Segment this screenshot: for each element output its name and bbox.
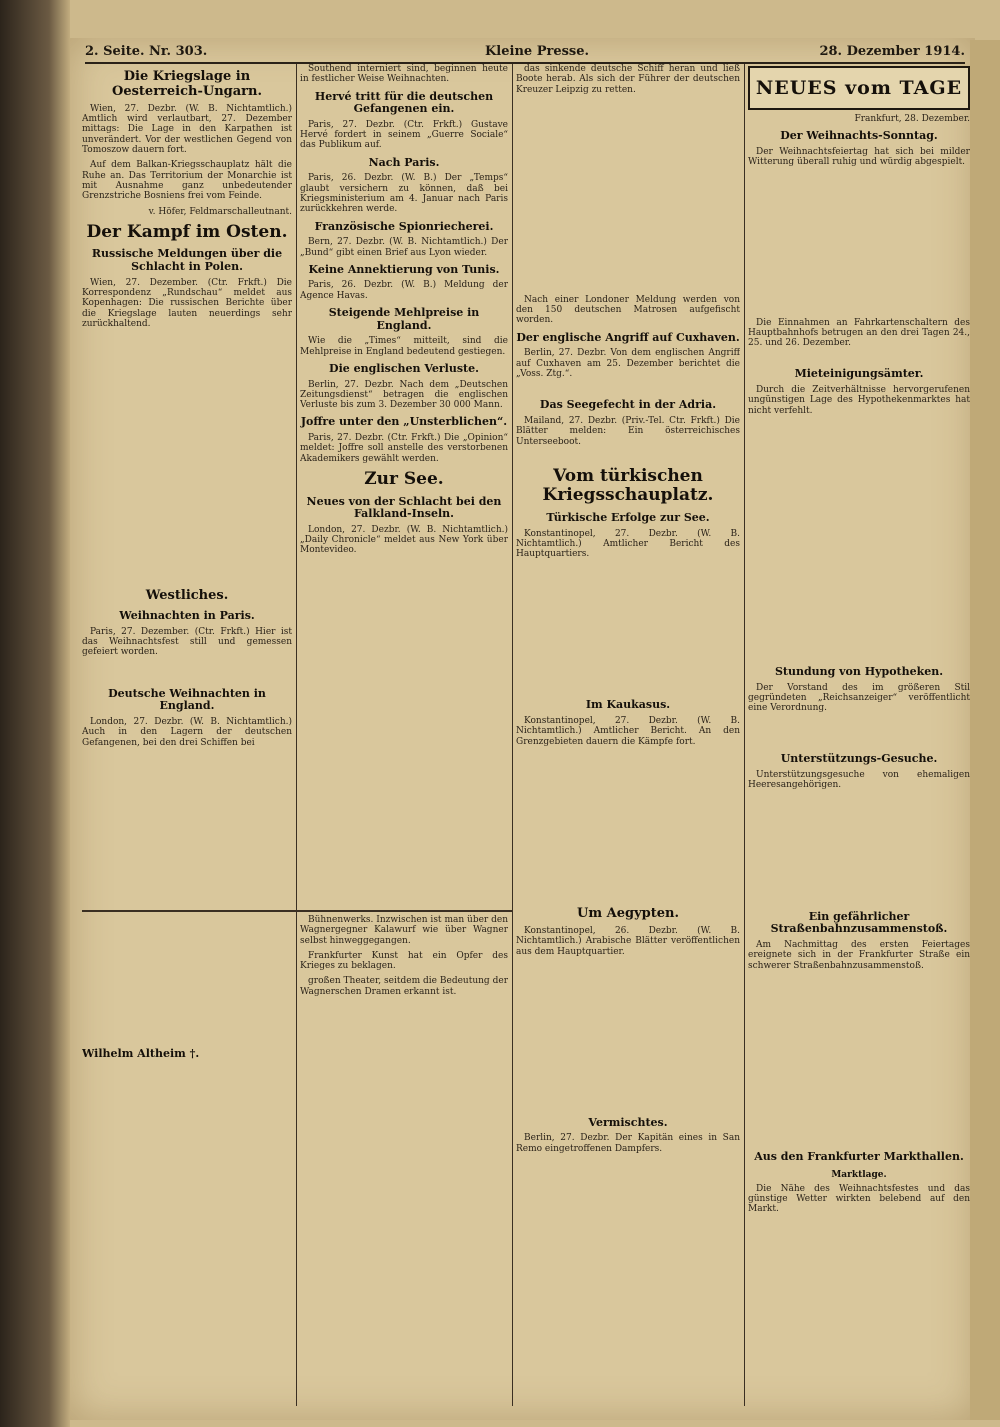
article-text: Auf dem Balkan-Kriegsschauplatz hält die Ruhe an. Das Territorium der Monarchie ist mit Ausnahme ganz unbedeutender Grenzstriche Bosniens frei vom Feinde.	[82, 160, 292, 202]
column-rule	[744, 64, 745, 1406]
article-text: Paris, 27. Dezbr. (Ctr. Frkft.) Gustave Hervé fordert in seinem „Guerre Sociale“ das Publikum auf.	[300, 119, 508, 151]
article-text: Wie die „Times“ mitteilt, sind die Mehlpreise in England bedeutend gestiegen.	[300, 336, 508, 357]
issue-date: 28. Dezember 1914.	[819, 44, 965, 59]
article-heading: Die Kriegslage in Oesterreich-Ungarn.	[112, 69, 262, 99]
article-heading: Türkische Erfolge zur See.	[546, 510, 710, 524]
article-heading: Russische Meldungen über die Schlacht in Polen.	[91, 247, 283, 274]
article-text: Wien, 27. Dezbr. (W. B. Nichtamtlich.) Amtlich wird verlautbart, 27. Dezember mittags: Die Lage in den Karpathen ist unverändert. Vor der westlichen Gegend von Tomoszow dauern fort.	[82, 103, 292, 156]
column-rule	[296, 64, 297, 1406]
article-heading: Aus den Frankfurter Markthallen.	[754, 1149, 964, 1163]
article-heading: Keine Annektierung von Tunis.	[308, 262, 500, 276]
page-header	[85, 44, 965, 64]
article-heading: Das Seegefecht in der Adria.	[539, 398, 717, 412]
article-heading: Neues von der Schlacht bei den Falkland-Inseln.	[306, 494, 502, 521]
article-text: Die Einnahmen an Fahrkartenschaltern des Hauptbahnhofs betrugen an den drei Tagen 24., 25. und 26. Dezember.	[748, 317, 970, 349]
adjacent-page-edge	[970, 40, 1000, 1420]
article-text: Berlin, 27. Dezbr. Nach dem „Deutschen Zeitungsdienst“ betragen die englischen Verluste bis zum 3. Dezember 30 000 Mann.	[300, 379, 508, 411]
article-heading: Um Aegypten.	[577, 906, 679, 921]
article-text: Nach einer Londoner Meldung werden von den 150 deutschen Matrosen aufgefischt worden.	[516, 294, 740, 326]
dateline: Frankfurt, 28. Dezember.	[854, 114, 970, 124]
article-heading: Der Weihnachts-Sonntag.	[780, 129, 938, 143]
section-heading: Zur See.	[364, 469, 444, 489]
article-heading: Der englische Angriff auf Cuxhaven.	[516, 330, 740, 344]
binding-edge	[0, 0, 70, 1427]
article-heading: Unterstützungs-Gesuche.	[780, 752, 938, 766]
article-text: Wien, 27. Dezember. (Ctr. Frkft.) Die Korrespondenz „Rundschau“ meldet aus Kopenhagen: Die russischen Berichte über die Kriegslage lauten neuerdings sehr zurückhaltend.	[82, 277, 292, 329]
article-text: Paris, 27. Dezbr. (Ctr. Frkft.) Die „Opinion“ meldet: Joffre soll anstelle des verstorbenen Akademikers gewählt werden.	[300, 433, 508, 464]
column-3	[516, 64, 740, 1406]
article-heading: Joffre unter den „Unsterblichen“.	[300, 415, 508, 429]
feuilleton-text: großen Theater, seitdem die Bedeutung der Wagnerschen Dramen erkannt ist.	[300, 976, 508, 997]
article-heading: Weihnachten in Paris.	[119, 609, 255, 623]
section-heading: Vom türkischen Kriegsschauplatz.	[542, 465, 714, 506]
article-text: London, 27. Dezbr. (W. B. Nichtamtlich.) Auch in den Lagern der deutschen Gefangenen, bei den drei Schiffen bei	[82, 716, 292, 748]
article-text: Paris, 26. Dezbr. (W. B.) Der „Temps“ glaubt versichern zu können, daß bei Kriegsministerium am 4. Januar nach Paris zurückkehren werde.	[300, 173, 508, 215]
article-subheading: Marktlage.	[831, 1169, 887, 1180]
article-heading: Vermischtes.	[588, 1115, 668, 1129]
article-signature: v. Höfer, Feldmarschalleutnant.	[148, 206, 292, 217]
section-heading: Der Kampf im Osten.	[86, 221, 288, 242]
article-text: Der Weihnachtsfeiertag hat sich bei milder Witterung überall ruhig und würdig abgespielt.	[748, 146, 970, 168]
article-text: Berlin, 27. Dezbr. Der Kapitän eines in San Remo eingetroffenen Dampfers.	[516, 1133, 740, 1154]
feuilleton-text: Bühnenwerks. Inzwischen ist man über den Wagnergegner Kalawurf wie über Wagner selbst hinweggegangen.	[300, 915, 508, 946]
article-text: Die Nähe des Weihnachtsfestes und das günstige Wetter wirkten belebend auf den Markt.	[748, 1183, 970, 1215]
article-text: London, 27. Dezbr. (W. B. Nichtamtlich.) „Daily Chronicle“ meldet aus New York über Montevideo.	[300, 524, 508, 556]
section-logo: NEUES vom TAGE	[748, 66, 970, 110]
feuilleton	[300, 915, 508, 1405]
publication-name: Kleine Presse.	[485, 44, 590, 59]
article-heading: Französische Spionriecherei.	[314, 219, 494, 233]
article-heading: Im Kaukasus.	[585, 698, 671, 712]
article-heading: Stundung von Hypotheken.	[774, 664, 944, 678]
article-text: Paris, 27. Dezember. (Ctr. Frkft.) Hier ist das Weihnachtsfest still und gemessen gefeiert worden.	[82, 626, 292, 658]
column-4	[748, 64, 970, 1406]
article-text: Berlin, 27. Dezbr. Von dem englischen Angriff auf Cuxhaven am 25. Dezember berichtet die „Voss. Ztg.“.	[516, 348, 740, 380]
page-number: 2. Seite. Nr. 303.	[85, 44, 208, 59]
article-text: Konstantinopel, 27. Dezbr. (W. B. Nichtamtlich.) Amtlicher Bericht des Hauptquartiers.	[516, 528, 740, 560]
column-2	[300, 64, 508, 909]
article-text: das sinkende deutsche Schiff heran und ließ Boote herab. Als sich der Führer der deutschen Kreuzer Leipzig zu retten.	[516, 64, 740, 95]
article-text: Mailand, 27. Dezbr. (Priv.-Tel. Ctr. Frkft.) Die Blätter melden: Ein österreichisches Unterseeboot.	[516, 415, 740, 447]
article-text: Am Nachmittag des ersten Feiertages ereignete sich in der Frankfurter Straße ein schwerer Straßenbahnzusammenstoß.	[748, 940, 970, 971]
article-text: Southend interniert sind, beginnen heute in festlicher Weise Weihnachten.	[300, 64, 508, 85]
column-1	[82, 64, 292, 1406]
article-heading: Hervé tritt für die deutschen Gefangenen ein.	[314, 89, 494, 116]
column-rule	[512, 64, 513, 1406]
article-heading: Wilhelm Altheim †.	[82, 1046, 200, 1060]
article-text: Der Vorstand des im größeren Stil gegründeten „Reichsanzeiger“ veröffentlicht eine Verordnung.	[748, 682, 970, 714]
article-heading: Mieteinigungsämter.	[794, 367, 924, 381]
article-heading: Die englischen Verluste.	[329, 361, 479, 375]
article-text: Unterstützungsgesuche von ehemaligen Heeresangehörigen.	[748, 770, 970, 791]
article-text: Konstantinopel, 26. Dezbr. (W. B. Nichtamtlich.) Arabische Blätter veröffentlichen aus dem Hauptquartier.	[516, 925, 740, 957]
article-heading: Deutsche Weihnachten in England.	[108, 686, 266, 713]
section-heading: Westliches.	[145, 588, 229, 604]
article-heading: Nach Paris.	[368, 155, 440, 169]
article-text: Durch die Zeitverhältnisse hervorgerufenen ungünstigen Lage des Hypothekenmarktes hat nicht verfehlt.	[748, 385, 970, 416]
article-heading: Steigende Mehlpreise in England.	[328, 306, 480, 332]
article-heading: Ein gefährlicher Straßenbahnzusammenstoß.	[770, 909, 948, 936]
article-text: Bern, 27. Dezbr. (W. B. Nichtamtlich.) Der „Bund“ gibt einen Brief aus Lyon wieder.	[300, 237, 508, 258]
article-text: Konstantinopel, 27. Dezbr. (W. B. Nichtamtlich.) Amtlicher Bericht. An den Grenzgebieten dauern die Kämpfe fort.	[516, 716, 740, 747]
article-text: Paris, 26. Dezbr. (W. B.) Meldung der Agence Havas.	[300, 280, 508, 301]
feuilleton-text: Frankfurter Kunst hat ein Opfer des Krieges zu beklagen.	[300, 950, 508, 972]
